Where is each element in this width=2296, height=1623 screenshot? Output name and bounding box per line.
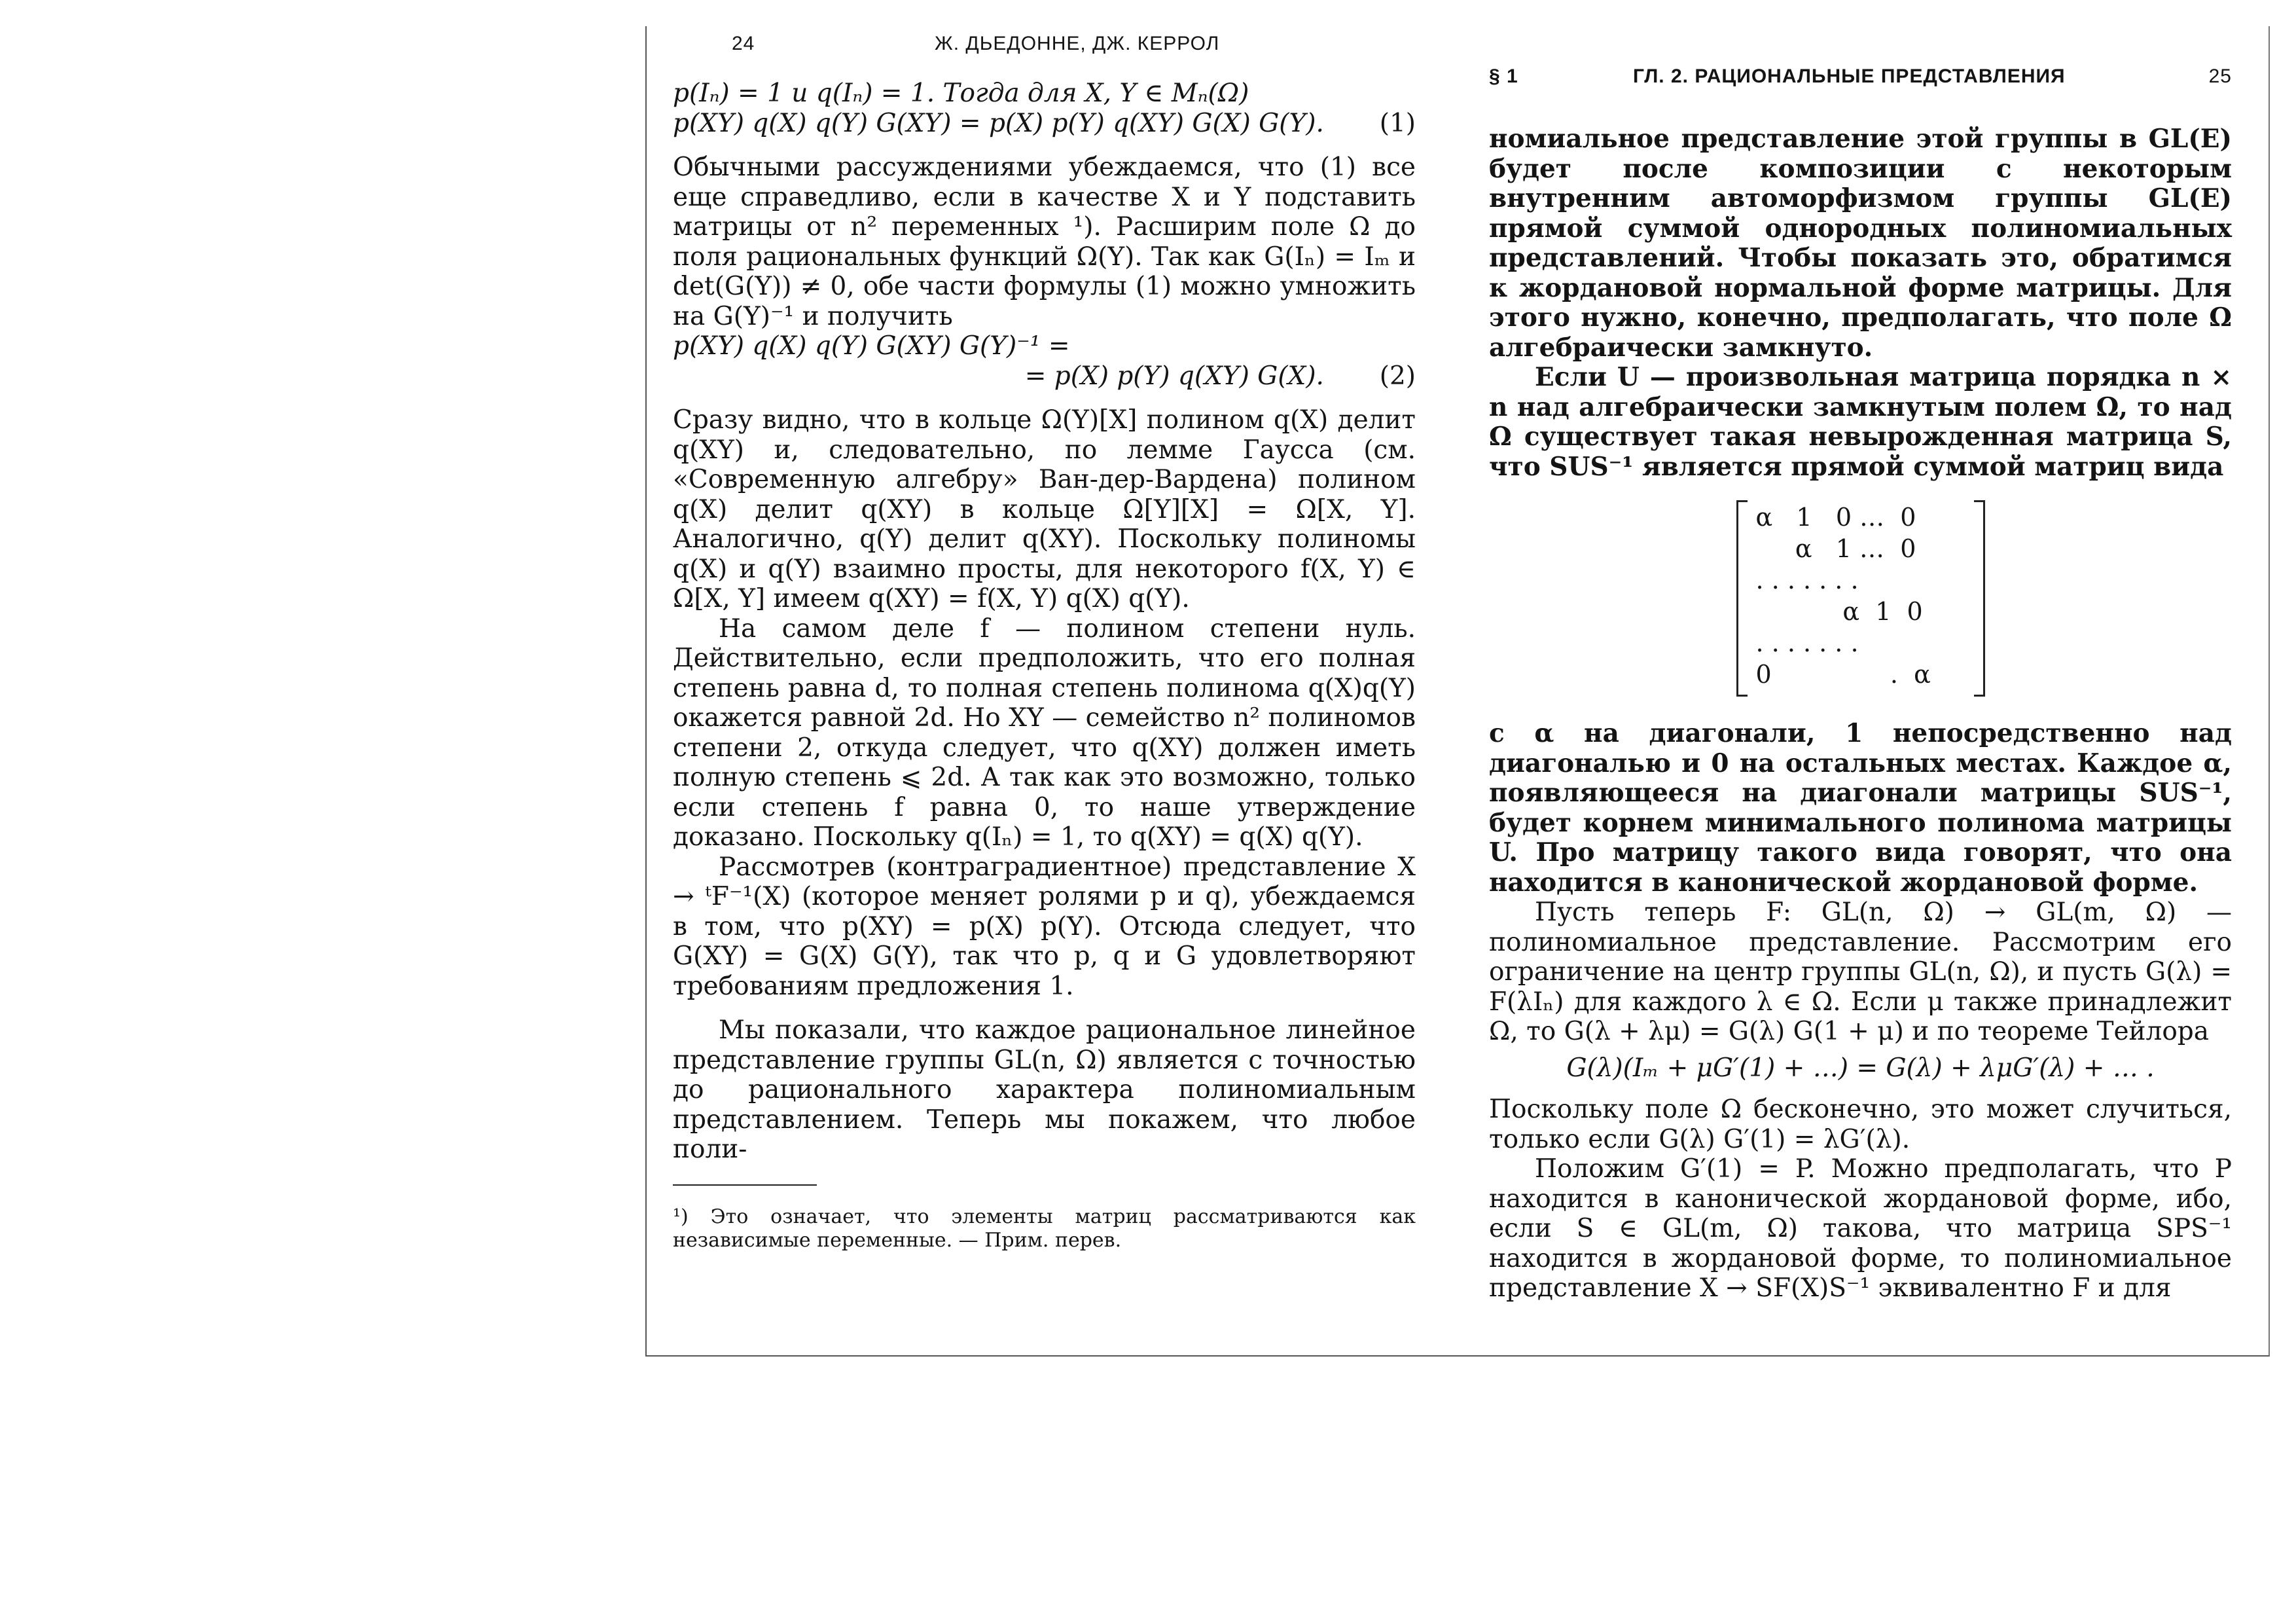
matrix-row: α 1 0 bbox=[1755, 597, 1923, 626]
right-paragraph-5: Поскольку поле Ω бесконечно, это может случиться, только если G(λ) G′(1) = λG′(λ). bbox=[1489, 1095, 2232, 1154]
formula-1-number: (1) bbox=[1379, 108, 1416, 138]
formula-2-number: (2) bbox=[1379, 361, 1416, 391]
right-running-head bbox=[1489, 59, 2232, 98]
right-paragraph-4: Пусть теперь F: GL(n, Ω) → GL(m, Ω) — полиномиальное представление. Рассмотрим его ограничение на центр группы GL(n, Ω), и пусть G(λ) = F(λIₙ) для каждого λ ∈ Ω. Если μ также принадлежит Ω, то G(λ + λμ) = G(λ) G(1 + μ) и по теореме Тейлора bbox=[1489, 898, 2232, 1046]
matrix-row: α 1 0 … 0 bbox=[1755, 503, 1916, 532]
matrix-left-bracket bbox=[1736, 500, 1748, 697]
right-paragraph-6: Положим G′(1) = P. Можно предполагать, что P находится в канонической жордановой форме, ибо, если S ∈ GL(m, Ω) такова, что матрица SPS⁻¹ находится в жордановой форме, то полиномиальное представление X → SF(X)S⁻¹ эквивалентно F и для bbox=[1489, 1154, 2232, 1303]
left-body bbox=[673, 79, 1416, 1272]
left-paragraph-1: Обычными рассуждениями убеждаемся, что (1) все еще справедливо, если в качестве X и Y подставить матрицы от n² переменных ¹). Расширим поле Ω до поля рациональных функций Ω(Y). Так как G(Iₙ) = Iₘ и det(G(Y)) ≠ 0, обе части формулы (1) можно умножить на G(Y)⁻¹ и получить bbox=[673, 153, 1416, 331]
left-paragraph-4: Рассмотрев (контраградиентное) представление X → ᵗF⁻¹(X) (которое меняет ролями p и q), убеждаемся в том, что p(XY) = p(X) p(Y). Отсюда следует, что G(XY) = G(X) G(Y), так что p, q и G удовлетворяют требованиям предложения 1. bbox=[673, 852, 1416, 1001]
formula-1-text: p(XY) q(X) q(Y) G(XY) = p(X) p(Y) q(XY) G(X) G(Y). bbox=[673, 108, 1324, 138]
footnote: ¹) Это означает, что элементы матриц рассматриваются как независимые переменные. — Прим. перев. bbox=[673, 1205, 1416, 1252]
right-page-number: 25 bbox=[2208, 65, 2232, 87]
left-page-number: 24 bbox=[732, 33, 755, 54]
left-paragraph-2: Сразу видно, что в кольце Ω(Y)[X] полином q(X) делит q(XY) и, следовательно, по лемме Гаусса (см. «Современную алгебру» Ван-дер-Вардена) полином q(X) делит q(XY) в кольце Ω[Y][X] = Ω[X, Y]. Аналогично, q(Y) делит q(XY). Поскольку полиномы q(X) и q(Y) взаимно просты, для некоторого f(X, Y) ∈ Ω[X, Y] имеем q(XY) = f(X, Y) q(X) q(Y). bbox=[673, 405, 1416, 613]
formula-2-line-2 bbox=[673, 361, 1416, 392]
formula-2-text: = p(X) p(Y) q(XY) G(X). bbox=[1024, 361, 1324, 391]
right-paragraph-1: номиальное представление этой группы в GL(E) будет после композиции с некоторым внутренним автоморфизмом группы GL(E) прямой суммой однородных полиномиальных представлений. Чтобы показать это, обратимся к жордановой нормальной форме матрицы. Для этого нужно, конечно, предполагать, что поле Ω алгебраически замкнуто. bbox=[1489, 124, 2232, 363]
right-body bbox=[1489, 124, 2232, 1304]
right-paragraph-3: с α на диагонали, 1 непосредственно над диагональю и 0 на остальных местах. Каждое α, появляющееся на диагонали матрицы SUS⁻¹, будет корнем минимального полинома матрицы U. Про матрицу такого вида говорят, что она находится в канонической жордановой форме. bbox=[1489, 718, 2232, 898]
section-number: § 1 bbox=[1489, 65, 1518, 87]
chapter-title: ГЛ. 2. РАЦИОНАЛЬНЫЕ ПРЕДСТАВЛЕНИЯ bbox=[1633, 65, 2066, 87]
formula-1 bbox=[673, 109, 1416, 139]
matrix-row: α 1 … 0 bbox=[1755, 534, 1916, 563]
intro-line: p(Iₙ) = 1 и q(Iₙ) = 1. Тогда для X, Y ∈ Mₙ(Ω) bbox=[673, 79, 1249, 108]
formula-3: G(λ)(Iₘ + μG′(1) + …) = G(λ) + λμG′(λ) + … . bbox=[1566, 1053, 2155, 1083]
matrix-row: . . . . . . . bbox=[1755, 566, 1859, 594]
matrix-right-bracket bbox=[1974, 500, 1985, 697]
formula-2-line-1: p(XY) q(X) q(Y) G(XY) G(Y)⁻¹ = bbox=[673, 331, 1070, 361]
jordan-block-matrix bbox=[1736, 500, 1985, 697]
right-paragraph-2: Если U — произвольная матрица порядка n × n над алгебраически замкнутым полем Ω, то над Ω существует такая невырожденная матрица S, что SUS⁻¹ является прямой суммой матриц вида bbox=[1489, 362, 2232, 482]
footnote-rule bbox=[673, 1184, 817, 1186]
left-authors: Ж. ДЬЕДОННЕ, ДЖ. КЕРРОЛ bbox=[935, 33, 1220, 54]
left-running-head bbox=[673, 26, 1416, 65]
matrix-row: . . . . . . . bbox=[1755, 629, 1859, 657]
left-paragraph-3: На самом деле f — полином степени нуль. Действительно, если предположить, что его полная степень равна d, то полная степень полинома q(X)q(Y) окажется равной 2d. Но XY — семейство n² полиномов степени 2, откуда следует, что q(XY) должен иметь полную степень ⩽ 2d. А так как это возможно, только если степень f равна 0, то наше утверждение доказано. Поскольку q(Iₙ) = 1, то q(XY) = q(X) q(Y). bbox=[673, 613, 1416, 852]
matrix-row: 0 . α bbox=[1755, 660, 1931, 689]
left-paragraph-5: Мы показали, что каждое рациональное линейное представление группы GL(n, Ω) является с точностью до рационального характера полиномиальным представлением. Теперь мы покажем, что любое поли- bbox=[673, 1015, 1416, 1164]
book-scan-spread bbox=[645, 26, 2270, 1357]
